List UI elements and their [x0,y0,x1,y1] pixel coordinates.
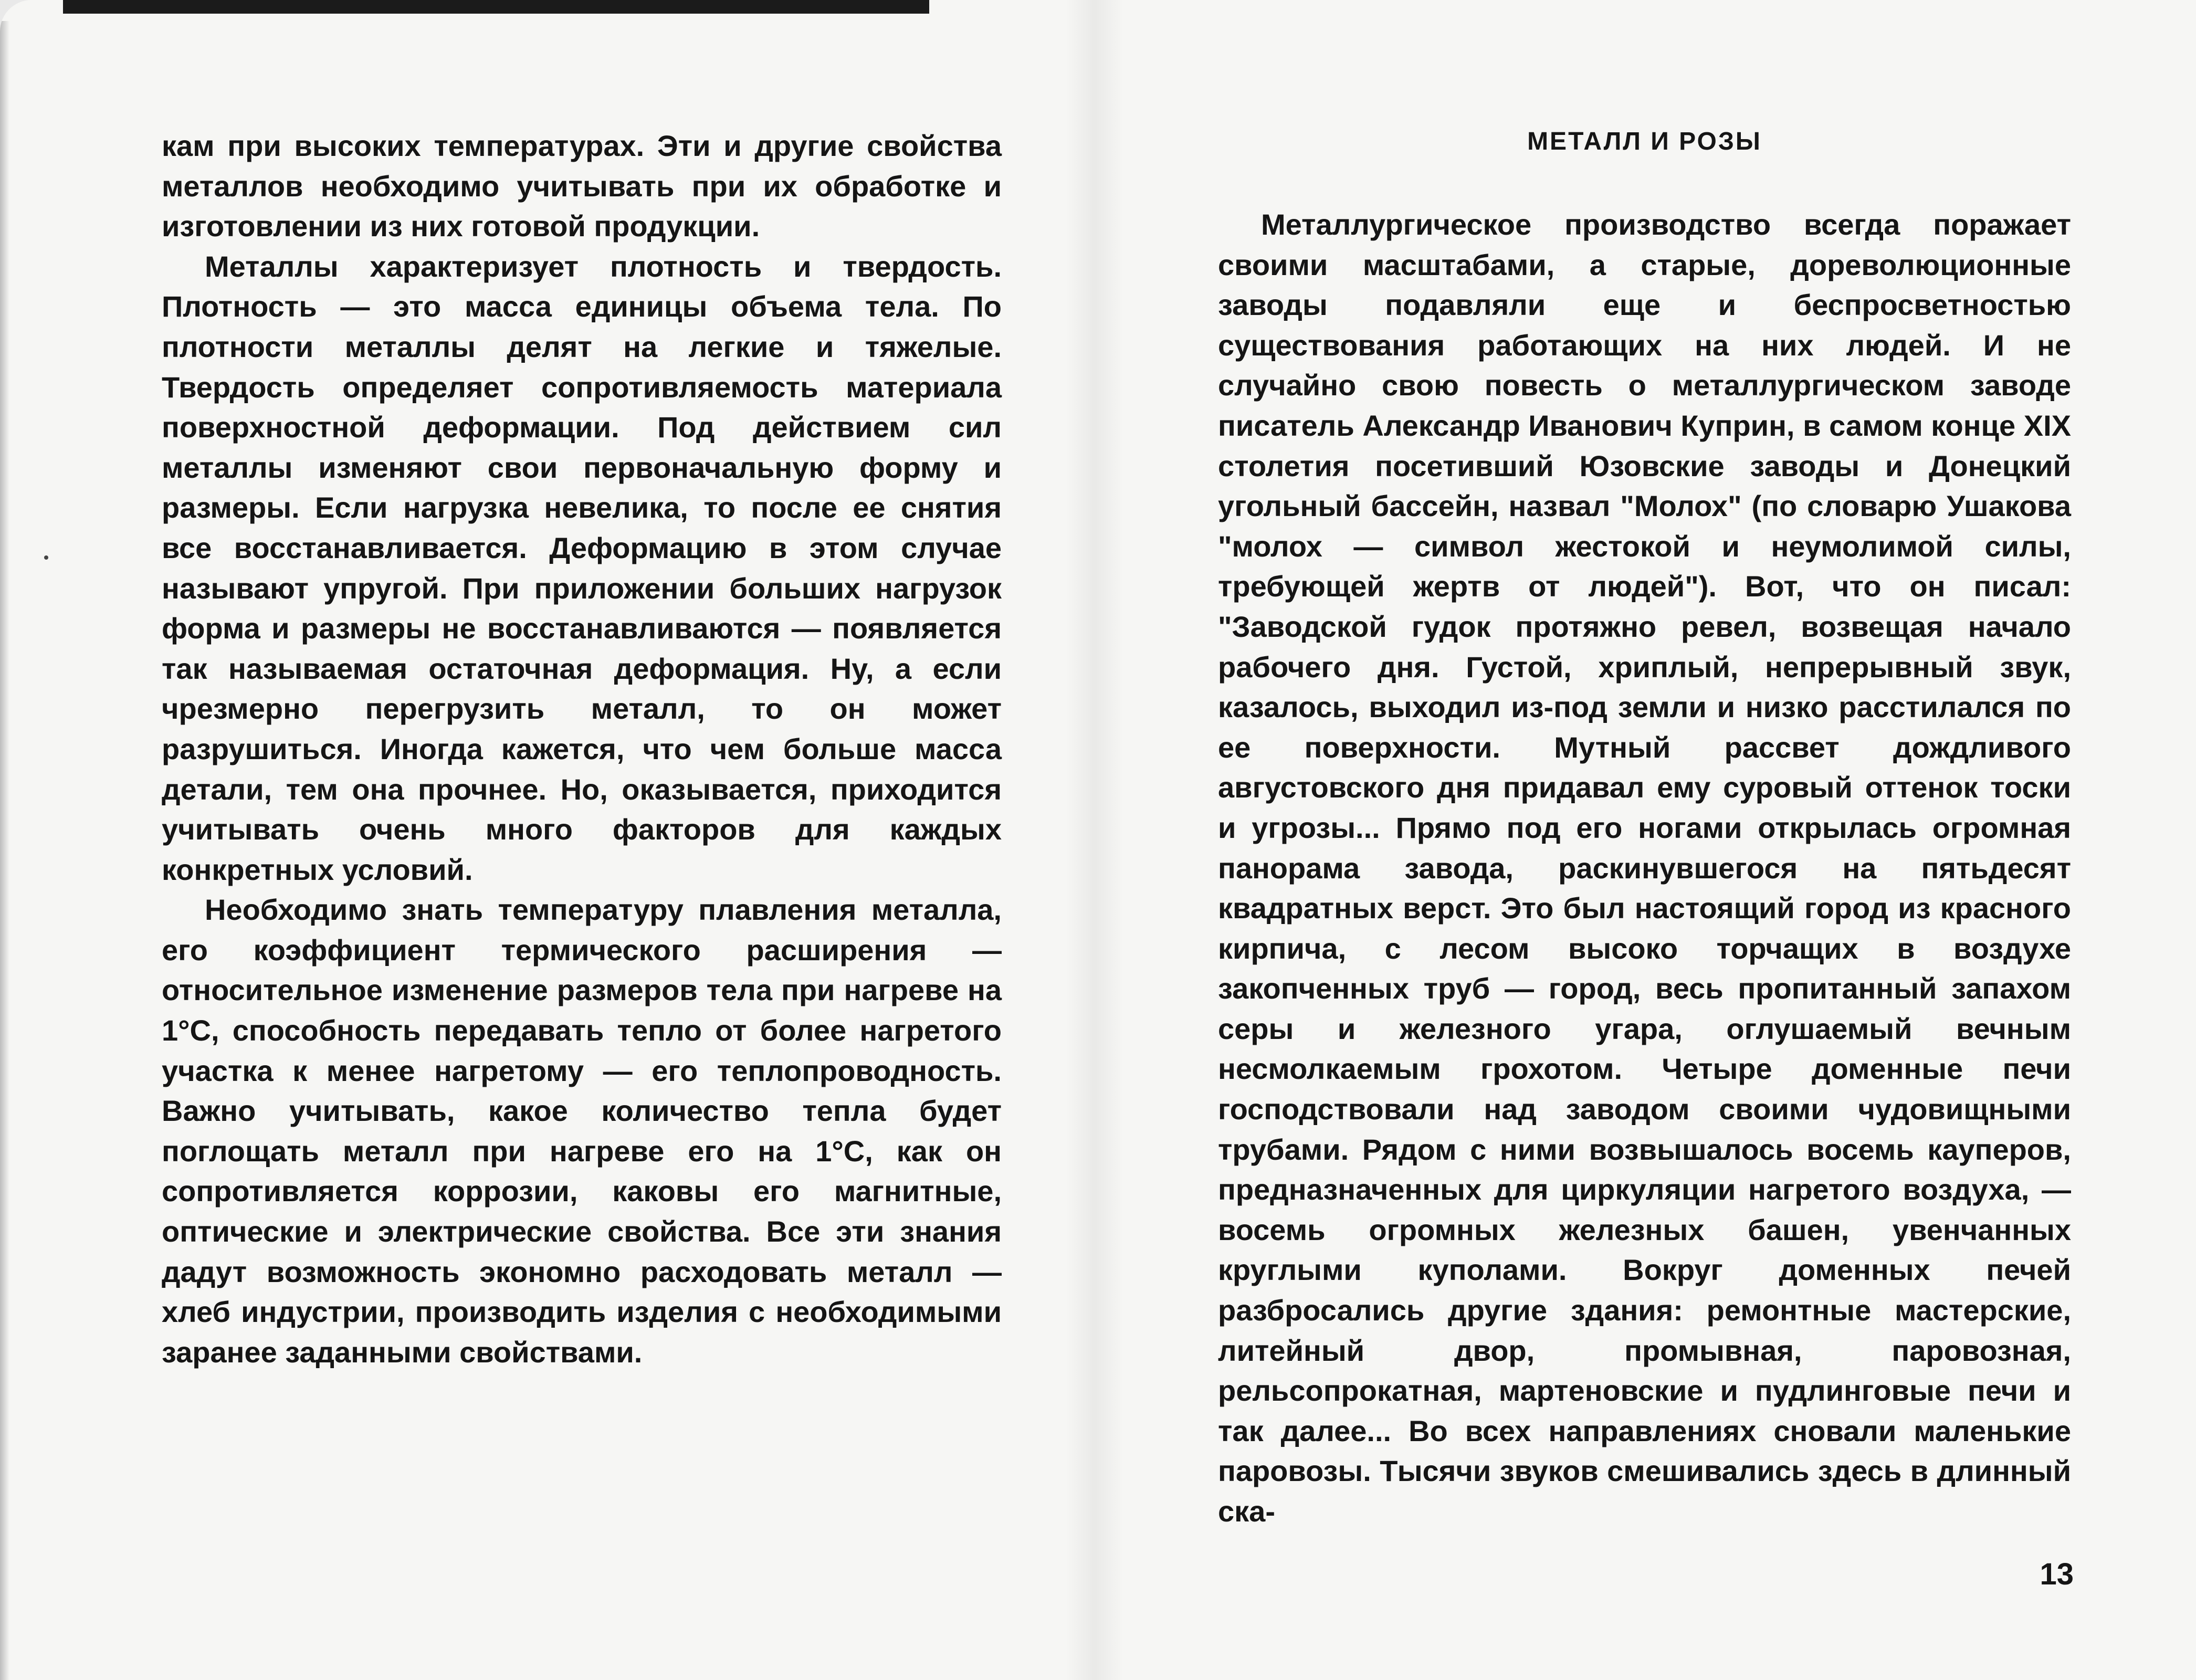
right-page-text [1218,205,2071,1532]
left-page-text [162,126,1002,1372]
left-page [0,0,1076,1680]
scan-speck [44,555,48,560]
chapter-heading: МЕТАЛЛ И РОЗЫ [1527,128,1762,155]
paragraph: Металлы характеризует плотность и твердость. Плотность — это масса единицы объема тела. По плотности металлы делят на легкие и тяжелые. Твердость определяет сопротивляемость материала поверхностной деформации. Под действием сил металлы изменяют свои первоначальную форму и размеры. Если нагрузка невелика, то после ее снятия все восстанавливается. Деформацию в этом случае называют упругой. При приложении больших нагрузок форма и размеры не восстанавливаются — появляется так называемая остаточная деформация. Ну, а если чрезмерно перегрузить металл, то он может разрушиться. Иногда кажется, что чем больше масса детали, тем она прочнее. Но, оказывается, приходится учитывать очень много факторов для каждых конкретных условий. [162,249,1002,886]
paragraph: кам при высоких температурах. Эти и другие свойства металлов необходимо учитывать при их обработке и изготовлении из них готовой продукции. [162,129,1002,243]
page-number: 13 [2040,1557,2074,1591]
right-page [1092,0,2196,1680]
paragraph: Металлургическое производство всегда поражает своими масштабами, а старые, дореволюционные заводы подавляли еще и беспросветностью существования работающих на них людей. И не случайно свою повесть о металлургическом заводе писатель Александр Иванович Куприн, в самом конце XIX столетия посетивший Юзовские заводы и Донецкий угольный бассейн, назвал "Молох" (по словарю Ушакова "молох — символ жестокой и неумолимой силы, требующей жертв от людей"). Вот, что он писал: "Заводской гудок протяжно ревел, возвещая начало рабочего дня. Густой, хриплый, непрерывный звук, казалось, выходил из-под земли и низко расстилался по ее поверхности. Мутный рассвет дождливого августовского дня придавал ему суровый оттенок тоски и угрозы... Прямо под его ногами открылась огромная панорама завода, раскинувшегося на пятьдесят квадратных верст. Это был настоящий город из красного кирпича, с лесом высоко торчащих в воздухе закопченных труб — город, весь пропитанный запахом серы и железного угара, оглушаемый вечным несмолкаемым грохотом. Четыре доменные печи господствовали над заводом своими чудовищными трубами. Рядом с ними возвышалось восемь кауперов, предназначенных для циркуляции нагретого воздуха, — восемь огромных железных башен, увенчанных круглыми куполами. Вокруг доменных печей разбросались другие здания: ремонтные мастерские, литейный двор, промывная, паровозная, рельсопрокатная, мартеновские и пудлинговые печи и так далее... Во всех направлениях сновали маленькие паровозы. Тысячи звуков смешивались здесь в длинный ска- [1218,208,2071,1528]
paragraph: Необходимо знать температуру плавления металла, его коэффициент термического расширения — относительное изменение размеров тела при нагреве на 1°С, способность передавать тепло от более нагретого участка к менее нагретому — его теплопроводность. Важно учитывать, какое количество тепла будет поглощать металл при нагреве его на 1°С, как он сопротивляется коррозии, каковы его магнитные, оптические и электрические свойства. Все эти знания дадут возможность экономно расходовать металл — хлеб индустрии, производить изделия с необходимыми заранее заданными свойствами. [162,893,1002,1369]
